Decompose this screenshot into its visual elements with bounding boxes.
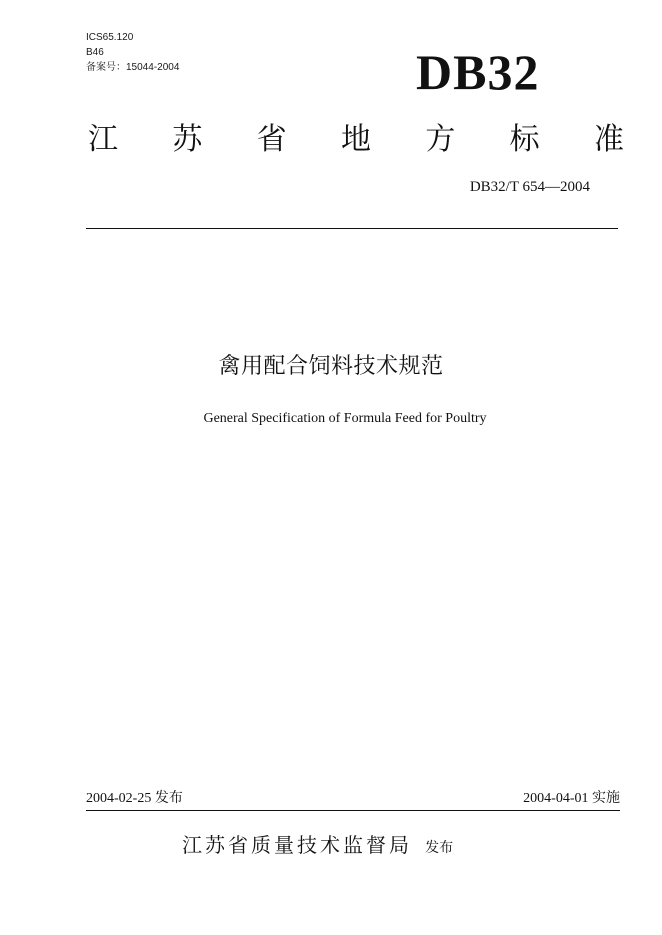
class-code: B46 [86,47,104,58]
top-divider [86,228,618,229]
issue-date: 2004-02-25 发布 [86,791,183,806]
document-title-zh: 禽用配合饲料技术规范 [218,354,444,379]
ics-code: ICS65.120 [86,32,134,43]
standard-code-logo: DB32 [416,44,540,100]
issuer-line [182,832,453,861]
title-char: 苏 [172,122,203,157]
bottom-divider [86,810,620,811]
standard-number: DB32/T 654—2004 [469,179,590,195]
classification-block [86,30,179,75]
issuer-suffix: 发布 [425,840,454,856]
title-char: 标 [509,122,540,157]
filing-number: 备案号：15044-2004 [86,62,180,73]
title-char: 江 [88,122,118,157]
title-char: 准 [593,122,624,157]
issuer-name: 江苏省质量技术监督局 [182,833,412,857]
implementation-date: 2004-04-01 实施 [523,791,620,806]
title-char: 地 [340,122,371,157]
title-char: 省 [256,122,287,157]
title-char: 方 [425,122,456,157]
standard-type-title [86,120,626,160]
document-title-en: General Specification of Formula Feed for Poultry [203,411,487,426]
